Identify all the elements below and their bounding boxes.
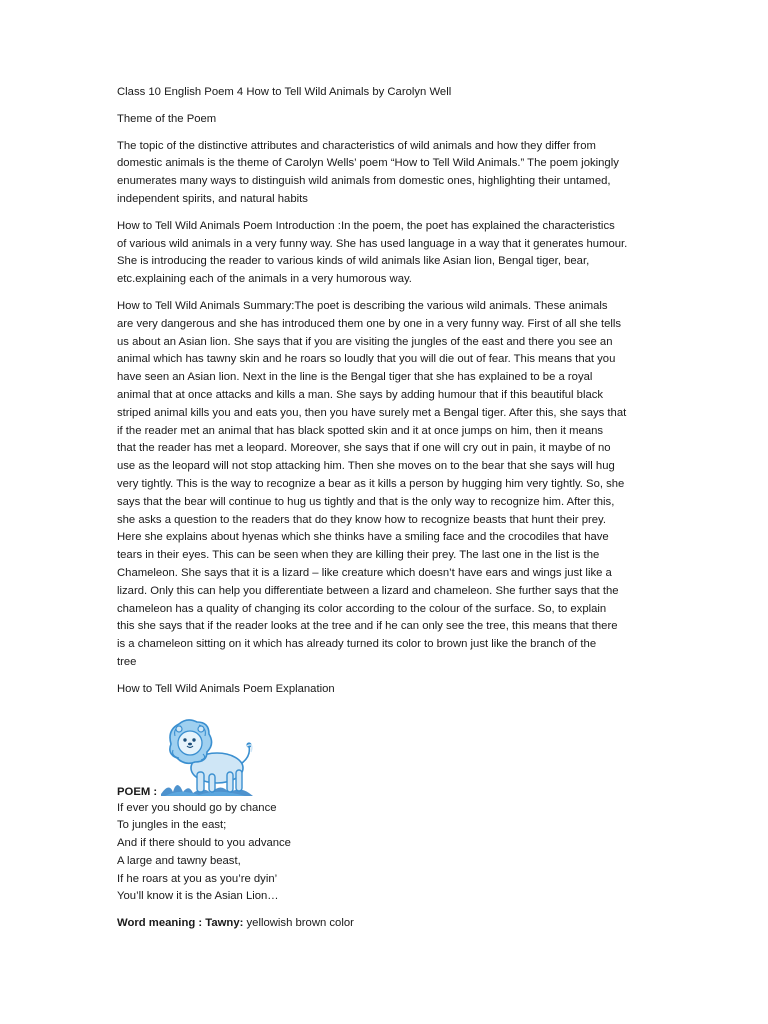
text-line: tree — [117, 655, 137, 668]
explanation-heading: How to Tell Wild Animals Poem Explanation — [117, 682, 335, 695]
text-line: this she says that if the reader looks at the tree and if he can only see the tree, this means that there — [117, 620, 618, 633]
summary-paragraph — [117, 298, 652, 672]
lion-illustration — [159, 716, 255, 798]
text-line: striped animal kills you and eats you, then you have surely met a Bengal tiger. After this, she says that — [117, 406, 627, 419]
text-line: use as the leopard will not stop attacking him. Then she moves on to the bear that she says will hug — [117, 460, 615, 473]
text-line: chameleon has a quality of changing its color according to the colour of the surface. So, to explain — [117, 602, 607, 615]
text-line: very tightly. This is the way to recognize a bear as it kills a person by hugging him very tightly. So, she — [117, 477, 625, 490]
text-line: How to Tell Wild Animals Summary:The poet is describing the various wild animals. These animals — [117, 299, 608, 312]
introduction-paragraph — [117, 218, 652, 289]
theme-paragraph — [117, 138, 652, 209]
theme-heading: Theme of the Poem — [117, 112, 217, 125]
word-meaning — [117, 915, 652, 933]
text-line: The topic of the distinctive attributes and characteristics of wild animals and how they differ from — [117, 139, 596, 152]
text-line: says that the bear will continue to hug us tightly and that is the only way to recognize him. After this, — [117, 495, 615, 508]
poem-header — [117, 708, 652, 800]
poem-line: To jungles in the east; — [117, 819, 227, 832]
document-page — [117, 84, 652, 942]
text-line: tears in their eyes. This can be seen when they are killing their prey. The last one in the list is the — [117, 549, 600, 562]
text-line: lizard. Only this can help you differentiate between a lizard and chameleon. She further says that the — [117, 584, 619, 597]
text-line: domestic animals is the theme of Carolyn Wells’ poem “How to Tell Wild Animals.” The poem jokingly — [117, 157, 619, 170]
text-line: independent spirits, and natural habits — [117, 192, 308, 205]
text-line: animal which has tawny skin and he roars so loudly that you will die out of fear. This means that you — [117, 353, 616, 366]
text-line: have seen an Asian lion. Next in the line is the Bengal tiger that she has explained to be a royal — [117, 371, 593, 384]
text-line: Here she explains about hyenas which she thinks have a smiling face and the crocodiles that have — [117, 531, 609, 544]
text-line: animal that at once attacks and kills a man. She says by adding humour that if this beautiful black — [117, 388, 604, 401]
poem-line: And if there should to you advance — [117, 837, 291, 850]
poem-line: If he roars at you as you’re dyin’ — [117, 872, 278, 885]
text-line: she asks a question to the readers that do they know how to recognize beasts that hunt their prey. — [117, 513, 606, 526]
poem-label: POEM : — [117, 785, 158, 798]
text-line: is a chameleon sitting on it which has already turned its color to brown just like the branch of the — [117, 638, 597, 651]
text-line: us about an Asian lion. She says that if you are visiting the jungles of the east and there you see an — [117, 335, 613, 348]
text-line: that the reader has met a leopard. Moreover, she says that if one will cry out in pain, it maybe of no — [117, 442, 611, 455]
poem-line: If ever you should go by chance — [117, 801, 277, 814]
poem-section — [117, 708, 652, 934]
text-line: She is introducing the reader to various kinds of wild animals like Asian lion, Bengal tiger, bear, — [117, 255, 590, 268]
poem-lines — [117, 800, 652, 907]
word-meaning-label: Word meaning : — [117, 917, 203, 930]
text-line: How to Tell Wild Animals Poem Introduction :In the poem, the poet has explained the characteristics — [117, 219, 615, 232]
poem-line: You’ll know it is the Asian Lion… — [117, 890, 279, 903]
poem-line: A large and tawny beast, — [117, 854, 241, 867]
text-line: etc.explaining each of the animals in a very humorous way. — [117, 273, 412, 286]
word-meaning-term: Tawny: — [205, 917, 244, 930]
text-line: are very dangerous and she has introduced them one by one in a very funny way. First of all she tells — [117, 317, 622, 330]
text-line: Chameleon. She says that it is a lizard – like creature which doesn’t have ears and wings just like a — [117, 566, 612, 579]
document-title: Class 10 English Poem 4 How to Tell Wild Animals by Carolyn Well — [117, 86, 452, 98]
word-meaning-text: yellowish brown color — [243, 917, 354, 930]
text-line: enumerates many ways to distinguish wild animals from domestic ones, highlighting their untamed, — [117, 175, 611, 188]
text-line: of various wild animals in a very funny way. She has used language in a way that it generates humour. — [117, 237, 628, 250]
text-line: if the reader met an animal that has black spotted skin and it at once jumps on him, then it means — [117, 424, 604, 437]
